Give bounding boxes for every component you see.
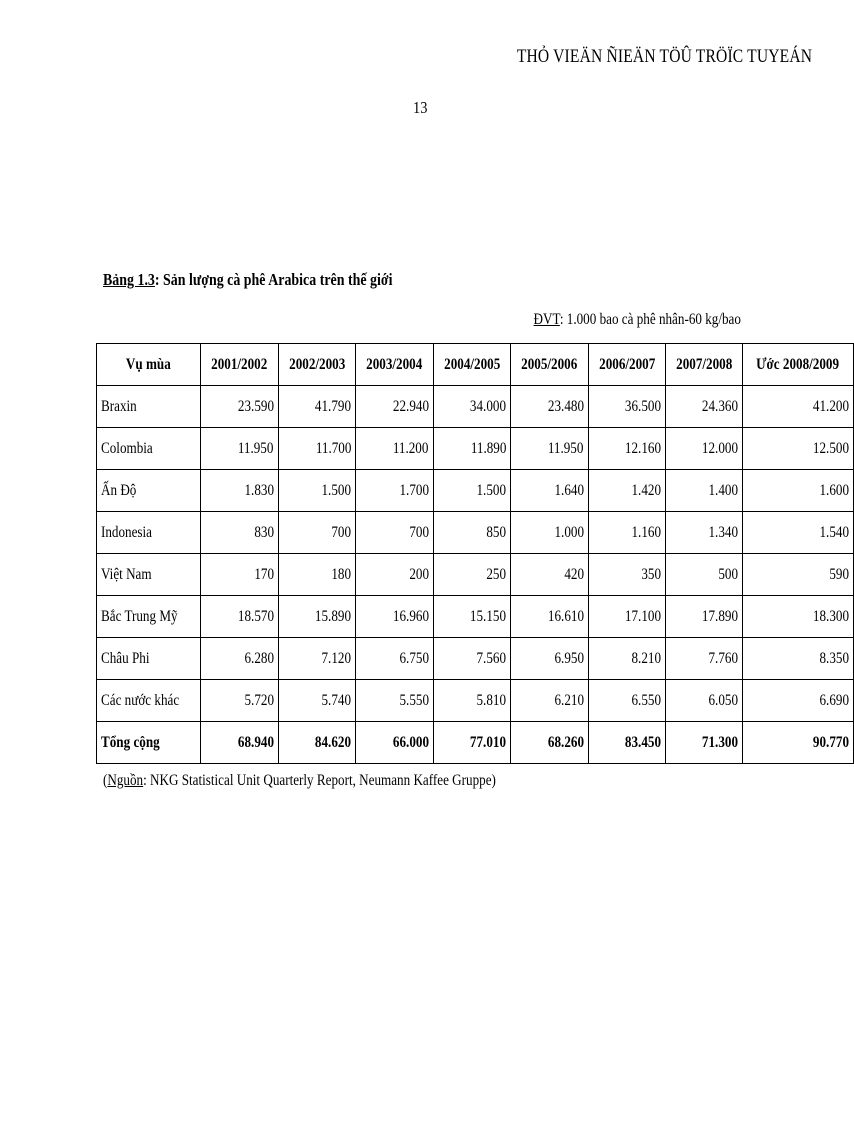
column-header: Ước 2008/2009 xyxy=(743,344,853,386)
table-total-row xyxy=(97,722,854,764)
source-note xyxy=(103,772,496,790)
value-cell: 11.200 xyxy=(356,428,433,470)
value-cell: 1.700 xyxy=(356,470,433,512)
value-cell: 420 xyxy=(511,554,588,596)
value-cell: 1.160 xyxy=(588,512,665,554)
value-cell: 7.760 xyxy=(666,638,743,680)
value-cell: 12.500 xyxy=(743,428,853,470)
value-cell: 1.500 xyxy=(278,470,355,512)
value-cell: 6.950 xyxy=(511,638,588,680)
table-caption-title: : Sản lượng cà phê Arabica trên thế giới xyxy=(154,270,393,289)
table-caption xyxy=(103,270,392,290)
row-label-cell: Châu Phi xyxy=(97,638,201,680)
value-cell: 7.120 xyxy=(278,638,355,680)
value-cell: 84.620 xyxy=(278,722,355,764)
table-row xyxy=(97,680,854,722)
value-cell: 71.300 xyxy=(666,722,743,764)
value-cell: 5.810 xyxy=(433,680,510,722)
value-cell: 68.260 xyxy=(511,722,588,764)
table-row xyxy=(97,638,854,680)
value-cell: 36.500 xyxy=(588,386,665,428)
value-cell: 8.210 xyxy=(588,638,665,680)
value-cell: 17.100 xyxy=(588,596,665,638)
value-cell: 66.000 xyxy=(356,722,433,764)
value-cell: 15.150 xyxy=(433,596,510,638)
production-table xyxy=(96,343,854,764)
value-cell: 5.720 xyxy=(201,680,278,722)
value-cell: 5.550 xyxy=(356,680,433,722)
row-label-cell: Braxin xyxy=(97,386,201,428)
table-row xyxy=(97,596,854,638)
table-row xyxy=(97,386,854,428)
table-caption-label: Bảng 1.3 xyxy=(103,270,155,289)
value-cell: 15.890 xyxy=(278,596,355,638)
column-header: 2002/2003 xyxy=(278,344,355,386)
column-header: 2007/2008 xyxy=(666,344,743,386)
row-label-cell: Tổng cộng xyxy=(97,722,201,764)
unit-note-text: : 1.000 bao cà phê nhân-60 kg/bao xyxy=(559,311,741,328)
value-cell: 170 xyxy=(201,554,278,596)
value-cell: 1.600 xyxy=(743,470,853,512)
value-cell: 24.360 xyxy=(666,386,743,428)
value-cell: 18.570 xyxy=(201,596,278,638)
value-cell: 18.300 xyxy=(743,596,853,638)
value-cell: 1.540 xyxy=(743,512,853,554)
value-cell: 1.640 xyxy=(511,470,588,512)
value-cell: 22.940 xyxy=(356,386,433,428)
table-row xyxy=(97,512,854,554)
value-cell: 6.550 xyxy=(588,680,665,722)
row-label-cell: Ấn Độ xyxy=(97,470,201,512)
source-label: Nguồn xyxy=(107,772,144,789)
value-cell: 23.480 xyxy=(511,386,588,428)
value-cell: 700 xyxy=(278,512,355,554)
row-label-cell: Các nước khác xyxy=(97,680,201,722)
column-header: 2001/2002 xyxy=(201,344,278,386)
page-number: 13 xyxy=(413,98,428,117)
value-cell: 11.890 xyxy=(433,428,510,470)
value-cell: 12.000 xyxy=(666,428,743,470)
column-header: 2004/2005 xyxy=(433,344,510,386)
column-header: Vụ mùa xyxy=(97,344,201,386)
value-cell: 41.200 xyxy=(743,386,853,428)
unit-note-label: ĐVT xyxy=(533,311,560,328)
value-cell: 1.830 xyxy=(201,470,278,512)
value-cell: 83.450 xyxy=(588,722,665,764)
row-label-cell: Bắc Trung Mỹ xyxy=(97,596,201,638)
value-cell: 6.750 xyxy=(356,638,433,680)
value-cell: 6.050 xyxy=(666,680,743,722)
table-header-row xyxy=(97,344,854,386)
value-cell: 16.960 xyxy=(356,596,433,638)
page-header: THỎ VIEÄN ÑIEÄN TÖÛ TRÖÏC TUYEÁN xyxy=(516,46,812,67)
value-cell: 11.700 xyxy=(278,428,355,470)
table-body xyxy=(97,386,854,764)
table-row xyxy=(97,554,854,596)
row-label-cell: Việt Nam xyxy=(97,554,201,596)
value-cell: 850 xyxy=(433,512,510,554)
column-header: 2005/2006 xyxy=(511,344,588,386)
value-cell: 90.770 xyxy=(743,722,853,764)
value-cell: 200 xyxy=(356,554,433,596)
row-label-cell: Colombia xyxy=(97,428,201,470)
value-cell: 23.590 xyxy=(201,386,278,428)
value-cell: 1.420 xyxy=(588,470,665,512)
value-cell: 180 xyxy=(278,554,355,596)
source-text: : NKG Statistical Unit Quarterly Report, Neumann Kaffee Gruppe) xyxy=(143,772,496,789)
value-cell: 16.610 xyxy=(511,596,588,638)
value-cell: 68.940 xyxy=(201,722,278,764)
value-cell: 12.160 xyxy=(588,428,665,470)
value-cell: 350 xyxy=(588,554,665,596)
value-cell: 7.560 xyxy=(433,638,510,680)
column-header: 2006/2007 xyxy=(588,344,665,386)
value-cell: 830 xyxy=(201,512,278,554)
value-cell: 6.280 xyxy=(201,638,278,680)
value-cell: 41.790 xyxy=(278,386,355,428)
value-cell: 1.500 xyxy=(433,470,510,512)
table-row xyxy=(97,428,854,470)
value-cell: 8.350 xyxy=(743,638,853,680)
value-cell: 500 xyxy=(666,554,743,596)
value-cell: 700 xyxy=(356,512,433,554)
value-cell: 34.000 xyxy=(433,386,510,428)
table-row xyxy=(97,470,854,512)
value-cell: 77.010 xyxy=(433,722,510,764)
column-header: 2003/2004 xyxy=(356,344,433,386)
value-cell: 590 xyxy=(743,554,853,596)
value-cell: 1.340 xyxy=(666,512,743,554)
value-cell: 17.890 xyxy=(666,596,743,638)
value-cell: 11.950 xyxy=(201,428,278,470)
source-prefix: ( xyxy=(103,772,108,789)
value-cell: 11.950 xyxy=(511,428,588,470)
value-cell: 5.740 xyxy=(278,680,355,722)
value-cell: 6.210 xyxy=(511,680,588,722)
value-cell: 6.690 xyxy=(743,680,853,722)
unit-note xyxy=(534,311,741,329)
row-label-cell: Indonesia xyxy=(97,512,201,554)
value-cell: 250 xyxy=(433,554,510,596)
value-cell: 1.400 xyxy=(666,470,743,512)
value-cell: 1.000 xyxy=(511,512,588,554)
